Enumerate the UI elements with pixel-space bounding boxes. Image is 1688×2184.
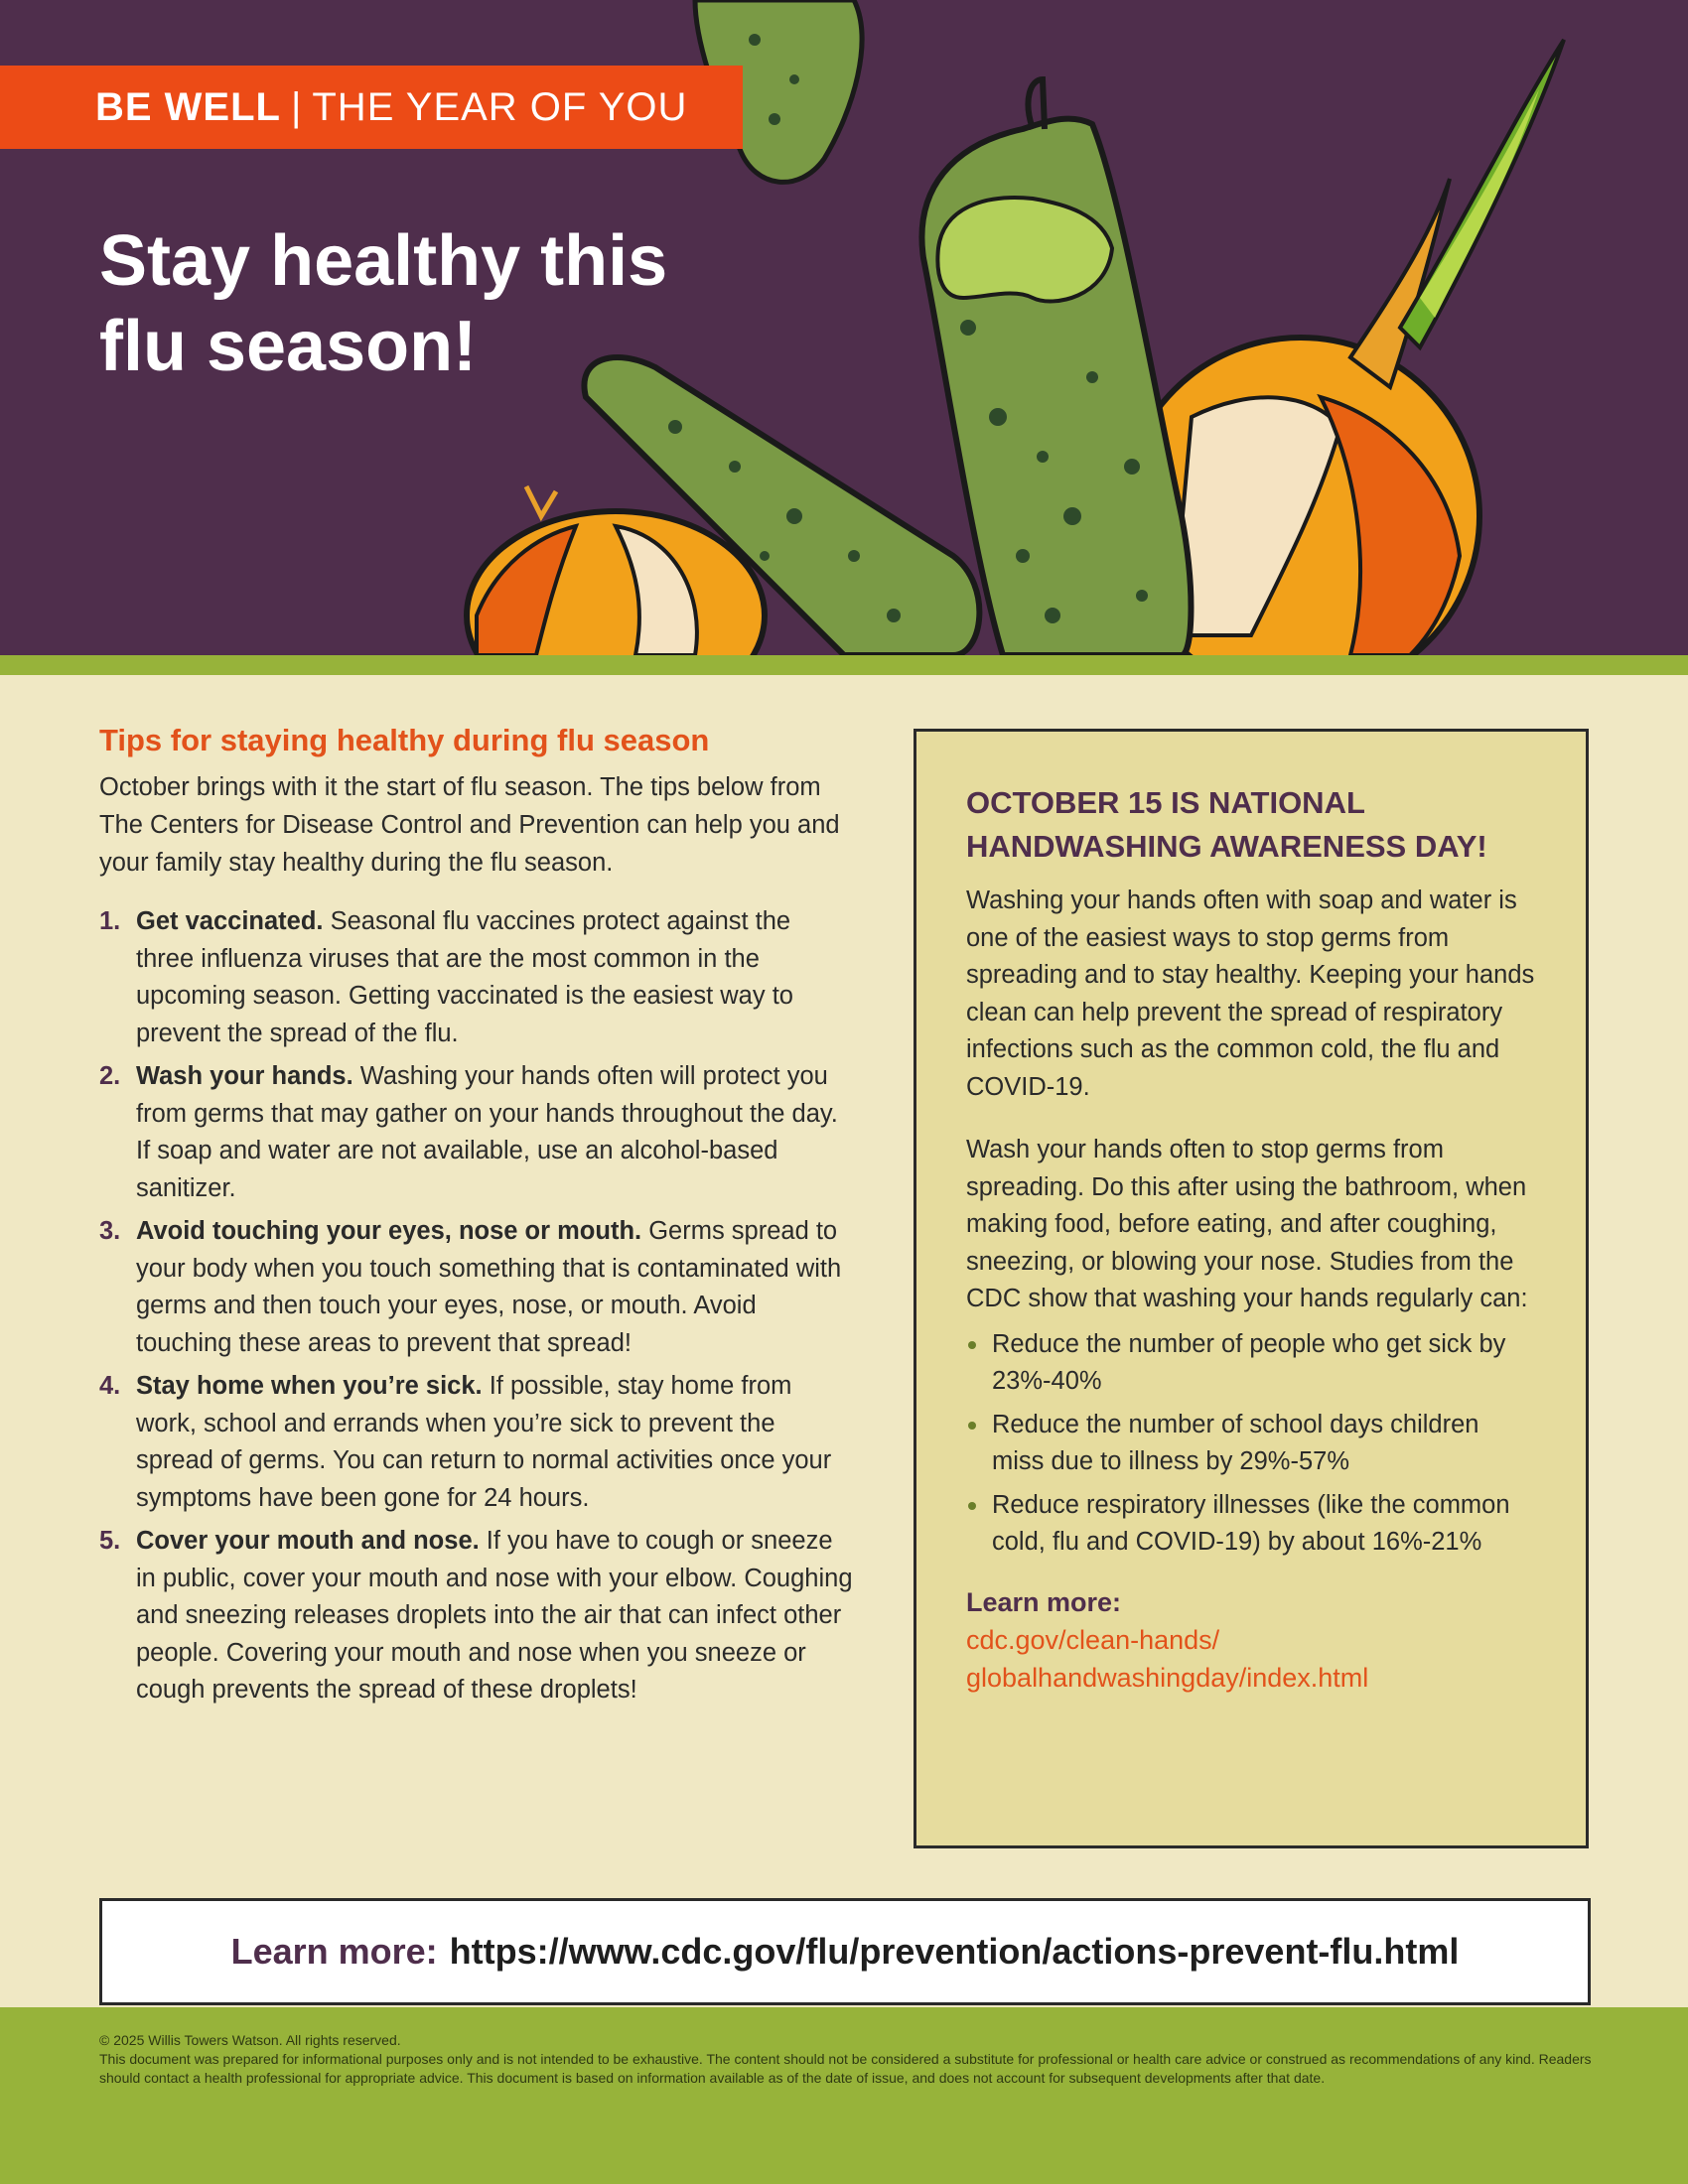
learn-more-box <box>99 1898 1591 2005</box>
tip-text: If possible, stay home from work, school and errands when you’re sick to prevent the spread of germs. You can return to normal activities once your symptoms have been gone for 24 hours. <box>136 1372 832 1512</box>
footer-fine-print <box>99 2031 1599 2088</box>
tip-text: If you have to cough or sneeze in public, cover your mouth and nose with your elbow. Coughing and sneezing releases droplets into the air that can infect other people. Covering your mouth and nose when you sneeze or cough prevents the spread of these droplets! <box>136 1527 853 1704</box>
list-item <box>966 1487 1536 1562</box>
banner-separator: | <box>290 85 303 129</box>
banner-bold: BE WELL <box>95 85 281 129</box>
tip-number: 3. <box>99 1217 121 1245</box>
tips-heading: Tips for staying healthy during flu season <box>99 723 710 757</box>
callout-heading: OCTOBER 15 IS NATIONAL HANDWASHING AWARENESS DAY! <box>966 785 1487 864</box>
bullet-text: Reduce the number of school days children miss due to illness by 29%-57% <box>992 1410 1479 1475</box>
tips-intro: October brings with it the start of flu season. The tips below from The Centers for Disease Control and Prevention can help you and your family stay healthy during the flu season. <box>99 773 840 877</box>
disclaimer-text: This document was prepared for informational purposes only and is not intended to be exhaustive. The content should not be considered a substitute for professional or health care advice or construed as recommendations of any kind. Readers should contact a health professional for appropriate advice. This document is based on information available as of the date of issue, and does not account for subsequent developments after that date. <box>99 2051 1592 2086</box>
tip-text: Germs spread to your body when you touch something that is contaminated with germs and then touch your eyes, nose, or mouth. Avoid touching these areas to prevent that spread! <box>136 1217 842 1357</box>
bullet-text: Reduce the number of people who get sick by 23%-40% <box>992 1329 1506 1395</box>
learn-more-link[interactable]: https://www.cdc.gov/flu/prevention/actions-prevent-flu.html <box>449 1931 1460 1972</box>
tip-text: Seasonal flu vaccines protect against the three influenza viruses that are the most common in the upcoming season. Getting vaccinated is the easiest way to prevent the spread of the flu. <box>136 907 793 1047</box>
bullet-icon <box>968 1422 976 1430</box>
page-title: Stay healthy this flu season! <box>99 221 668 386</box>
copyright-text: © 2025 Willis Towers Watson. All rights reserved. <box>99 2032 401 2048</box>
learn-more-label: Learn more: <box>230 1931 438 1972</box>
tip-number: 4. <box>99 1372 121 1400</box>
tip-item <box>99 1523 854 1709</box>
callout-learn-more-link-2[interactable]: globalhandwashingday/index.html <box>966 1662 1369 1693</box>
divider-bar <box>0 655 1688 675</box>
callout-paragraph-2: Wash your hands often to stop germs from spreading. Do this after using the bathroom, when making food, before eating, and after coughing, sneezing, or blowing your nose. Studies from the CDC show that washing your hands regularly can: <box>966 1136 1528 1312</box>
tip-number: 5. <box>99 1527 121 1555</box>
tip-number: 1. <box>99 907 121 935</box>
tip-title: Cover your mouth and nose. <box>136 1527 480 1555</box>
list-item <box>966 1326 1536 1401</box>
callout-learn-more-link-1[interactable]: cdc.gov/clean-hands/ <box>966 1624 1220 1655</box>
tip-title: Wash your hands. <box>136 1062 353 1090</box>
tip-item <box>99 1058 854 1207</box>
tip-title: Avoid touching your eyes, nose or mouth. <box>136 1217 642 1245</box>
tips-list <box>99 903 854 1709</box>
tips-section <box>99 723 854 1715</box>
bullet-icon <box>968 1502 976 1510</box>
tip-text: Washing your hands often will protect you from germs that may gather on your hands throughout the day. If soap and water are not available, use an alcohol-based sanitizer. <box>136 1062 838 1202</box>
banner-rest: THE YEAR OF YOU <box>312 85 688 129</box>
tip-number: 2. <box>99 1062 121 1090</box>
tip-title: Get vaccinated. <box>136 907 324 935</box>
bullet-icon <box>968 1341 976 1349</box>
callout-paragraph-1: Washing your hands often with soap and water is one of the easiest ways to stop germs from spreading and to stay healthy. Keeping your hands clean can help prevent the spread of respiratory infections such as the common cold, the flu and COVID-19. <box>966 887 1535 1101</box>
handwashing-callout <box>914 729 1589 1848</box>
tip-item <box>99 903 854 1052</box>
tip-title: Stay home when you’re sick. <box>136 1372 483 1400</box>
callout-bullets <box>966 1326 1536 1562</box>
footer <box>0 2007 1688 2184</box>
tip-item <box>99 1368 854 1517</box>
tip-item <box>99 1213 854 1362</box>
hero-header <box>0 0 1688 655</box>
bullet-text: Reduce respiratory illnesses (like the common cold, flu and COVID-19) by about 16%-21% <box>992 1490 1510 1556</box>
callout-learn-more-label: Learn more: <box>966 1586 1122 1617</box>
list-item <box>966 1407 1536 1481</box>
be-well-banner <box>0 66 743 149</box>
